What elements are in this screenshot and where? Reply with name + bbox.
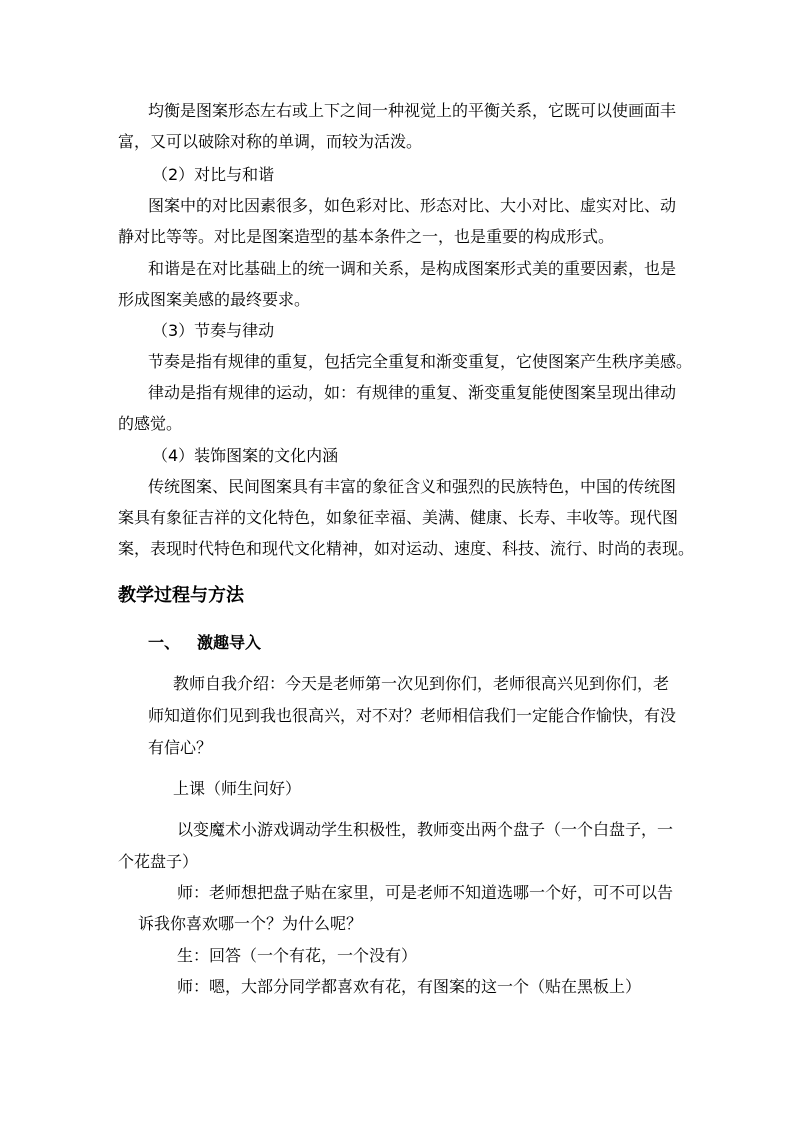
paragraph-harmony-line-2: 形成图案美感的最终要求。	[118, 290, 311, 309]
paragraph-contrast-line-1: 图案中的对比因素很多，如色彩对比、形态对比、大小对比、虚实对比、动	[148, 196, 677, 215]
teacher-question-line-2: 诉我你喜欢哪一个？为什么呢？	[138, 914, 363, 933]
paragraph-movement-line-2: 的感觉。	[118, 414, 183, 433]
step-title: 激趣导入	[197, 633, 262, 652]
teacher-intro-line-2: 师知道你们见到我也很高兴，对不对？老师相信我们一定能合作愉快，有没	[148, 706, 677, 725]
paragraph-harmony-line-1: 和谐是在对比基础上的统一调和关系，是构成图案形式美的重要因素，也是	[148, 259, 677, 278]
teacher-intro-line-1: 教师自我介绍：今天是老师第一次见到你们，老师很高兴见到你们，老	[173, 674, 670, 693]
teacher-question-line-1: 师：老师想把盘子贴在家里，可是老师不知道选哪一个好，可不可以告	[177, 883, 674, 902]
paragraph-rhythm-line-1: 节奏是指有规律的重复，包括完全重复和渐变重复，它使图案产生秩序美感。	[148, 352, 693, 371]
teacher-response-line: 师：嗯，大部分同学都喜欢有花，有图案的这一个（贴在黑板上）	[177, 977, 642, 996]
step-number: 一、	[148, 633, 181, 652]
paragraph-culture-line-1: 传统图案、民间图案具有丰富的象征含义和强烈的民族特色，中国的传统图	[148, 477, 677, 496]
paragraph-balance-line-1: 均衡是图案形态左右或上下之间一种视觉上的平衡关系，它既可以使画面丰	[148, 101, 677, 120]
magic-game-line-2: 个花盘子）	[118, 852, 199, 871]
subheading-cultural-meaning: （4）装饰图案的文化内涵	[152, 446, 339, 465]
magic-game-line-1: 以变魔术小游戏调动学生积极性，教师变出两个盘子（一个白盘子，一	[177, 820, 674, 839]
teacher-intro-line-3: 有信心？	[148, 738, 213, 757]
subheading-contrast-harmony: （2）对比与和谐	[152, 165, 275, 184]
class-start-line: 上课（师生问好）	[173, 779, 302, 798]
paragraph-culture-line-3: 案，表现时代特色和现代文化精神，如对运动、速度、科技、流行、时尚的表现。	[118, 539, 695, 558]
paragraph-contrast-line-2: 静对比等等。对比是图案造型的基本条件之一，也是重要的构成形式。	[118, 227, 615, 246]
student-answer-line: 生：回答（一个有花，一个没有）	[177, 946, 418, 965]
paragraph-movement-line-1: 律动是指有规律的运动，如：有规律的重复、渐变重复能使图案呈现出律动	[148, 383, 677, 402]
paragraph-culture-line-2: 案具有象征吉祥的文化特色，如象征幸福、美满、健康、长寿、丰收等。现代图	[118, 508, 679, 527]
paragraph-balance-line-2: 富，又可以破除对称的单调，而较为活泼。	[118, 132, 423, 151]
subheading-rhythm: （3）节奏与律动	[152, 321, 275, 340]
section-heading-teaching-process: 教学过程与方法	[118, 585, 244, 606]
